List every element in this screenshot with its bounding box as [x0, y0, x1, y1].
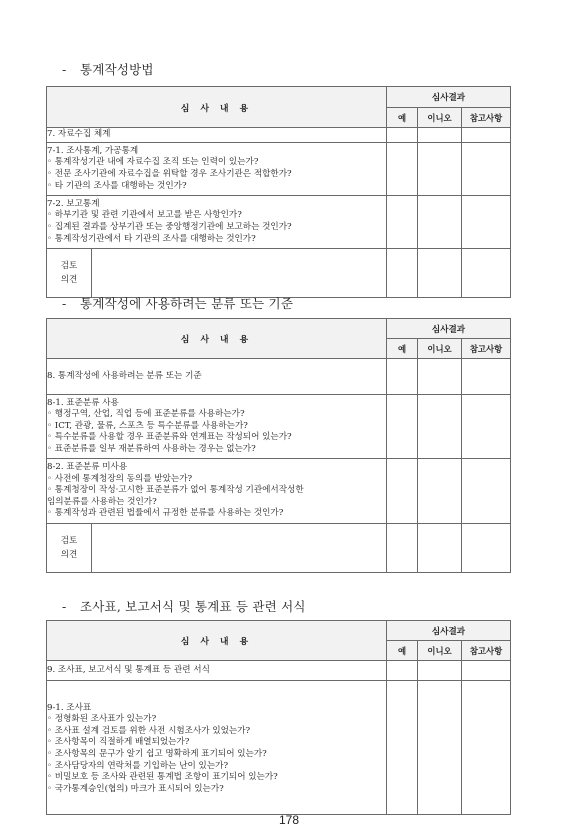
page-number: 178	[278, 813, 300, 827]
review-opinion-row	[47, 524, 511, 573]
review-table-1	[46, 86, 511, 298]
ref-cell[interactable]	[462, 359, 511, 395]
row-text: 9-1. 조사표	[47, 702, 92, 713]
review-opinion-field[interactable]	[92, 524, 386, 572]
ref-cell[interactable]	[462, 143, 511, 196]
header-content: 심 사 내 용	[47, 319, 387, 359]
no-cell[interactable]	[418, 196, 462, 249]
header-content: 심 사 내 용	[47, 621, 387, 661]
review-opinion-row	[47, 249, 511, 298]
section-title-text: 통계작성방법	[80, 62, 154, 77]
no-cell[interactable]	[418, 661, 462, 681]
row-text: 7-2. 보고통계	[47, 198, 100, 209]
dash-marker: -	[62, 62, 67, 77]
row-text: ◦ 정형화된 조사표가 있는가?	[47, 714, 157, 725]
row-text: ◦ 사전에 통계청장의 동의를 받았는가?	[47, 473, 193, 484]
ref-cell[interactable]	[462, 681, 511, 815]
section-title-text: 조사표, 보고서식 및 통계표 등 관련 서식	[80, 599, 306, 614]
header-result: 심사결과	[387, 319, 511, 339]
row-text: ◦ 국가통계승인(협의) 마크가 표시되어 있는가?	[47, 783, 224, 794]
header-yes: 예	[387, 339, 418, 359]
review-label: 검토 의견	[47, 249, 92, 297]
row-text: 8-1. 표준분류 사용	[47, 397, 119, 408]
ref-cell[interactable]	[462, 661, 511, 681]
section-title-2	[62, 294, 293, 312]
yes-cell[interactable]	[387, 128, 418, 143]
ref-cell[interactable]	[462, 249, 511, 298]
row-text: ◦ 전문 조사기관에 자료수집을 위탁할 경우 조사기관은 적합한가?	[47, 169, 292, 179]
review-table-2	[46, 318, 511, 573]
row-text: 7-1. 조사통계, 가공통계	[47, 145, 139, 156]
yes-cell[interactable]	[387, 359, 418, 395]
header-content: 심 사 내 용	[47, 87, 387, 128]
row-text: ◦ 조사담당자의 연락처를 기입하는 난이 있는가?	[47, 760, 229, 771]
table-row	[47, 143, 511, 196]
no-cell[interactable]	[418, 681, 462, 815]
table-row	[47, 459, 511, 524]
row-text: ◦ ICT, 관광, 물류, 스포츠 등 특수분류를 사용하는가?	[47, 420, 248, 431]
header-no: 이니오	[418, 339, 462, 359]
row-text: 9. 조사표, 보고서식 및 통계표 등 관련 서식	[47, 664, 210, 675]
no-cell[interactable]	[418, 359, 462, 395]
row-text: 임의분류를 사용하는 것인가?	[47, 496, 157, 507]
section-title-3	[62, 597, 306, 615]
section-title-1	[62, 60, 154, 78]
row-text: ◦ 비밀보호 등 조사와 관련된 통계법 조항이 표기되어 있는가?	[47, 772, 278, 783]
header-yes: 예	[387, 108, 418, 128]
row-text: ◦ 타 기관의 조사를 대행하는 것인가?	[47, 180, 187, 191]
row-text: ◦ 통계청장이 작성·고시한 표준분류가 없어 통계작성 기관에서작성한	[47, 485, 304, 496]
header-ref: 참고사항	[462, 339, 511, 359]
table-row	[47, 395, 511, 459]
row-text: ◦ 하부기관 및 관련 기관에서 보고를 받은 사항인가?	[47, 210, 242, 221]
row-text: ◦ 특수분류를 사용할 경우 표준분류와 연계표는 작성되어 있는가?	[47, 432, 292, 443]
table-row	[47, 359, 511, 395]
row-text: 8-2. 표준분류 미사용	[47, 462, 128, 473]
table-row	[47, 196, 511, 249]
review-label: 검토 의견	[47, 524, 92, 572]
yes-cell[interactable]	[387, 524, 418, 573]
header-ref: 참고사항	[462, 108, 511, 128]
yes-cell[interactable]	[387, 661, 418, 681]
header-no: 이니오	[418, 108, 462, 128]
row-text: ◦ 통계작성기관 내에 자료수집 조직 또는 인력이 있는가?	[47, 157, 259, 168]
no-cell[interactable]	[418, 395, 462, 459]
row-text: 7. 자료수집 체계	[47, 129, 111, 140]
dash-marker: -	[62, 599, 67, 614]
table-row	[47, 128, 511, 143]
yes-cell[interactable]	[387, 143, 418, 196]
ref-cell[interactable]	[462, 196, 511, 249]
row-text: ◦ 조사항목이 직절하게 배열되었는가?	[47, 737, 190, 748]
ref-cell[interactable]	[462, 395, 511, 459]
yes-cell[interactable]	[387, 196, 418, 249]
header-result: 심사결과	[387, 87, 511, 108]
row-text: ◦ 집계된 결과를 상부기관 또는 중앙행정기관에 보고하는 것인가?	[47, 222, 292, 232]
header-yes: 예	[387, 641, 418, 661]
ref-cell[interactable]	[462, 459, 511, 524]
section-title-text: 통계작성에 사용하려는 분류 또는 기준	[80, 296, 294, 311]
header-no: 이니오	[418, 641, 462, 661]
header-result: 심사결과	[387, 621, 511, 641]
row-text: ◦ 통계작성기관에서 타 기관의 조사를 대행하는 것인가?	[47, 233, 256, 244]
no-cell[interactable]	[418, 249, 462, 298]
row-text: ◦ 조사표 설계 검토를 위한 사전 시험조사가 있었는가?	[47, 725, 251, 736]
review-table-3	[46, 620, 511, 815]
ref-cell[interactable]	[462, 524, 511, 573]
row-text: ◦ 표준분류를 일부 재분류하여 사용하는 경우는 없는가?	[47, 443, 256, 454]
review-opinion-field[interactable]	[92, 249, 386, 297]
yes-cell[interactable]	[387, 249, 418, 298]
no-cell[interactable]	[418, 128, 462, 143]
table-row	[47, 661, 511, 681]
dash-marker: -	[62, 296, 67, 311]
yes-cell[interactable]	[387, 459, 418, 524]
yes-cell[interactable]	[387, 395, 418, 459]
no-cell[interactable]	[418, 143, 462, 196]
no-cell[interactable]	[418, 459, 462, 524]
header-ref: 참고사항	[462, 641, 511, 661]
table-row	[47, 681, 511, 815]
row-text: 8. 통계작성에 사용하려는 분류 또는 기준	[47, 370, 202, 381]
ref-cell[interactable]	[462, 128, 511, 143]
row-text: ◦ 통계작성과 관련된 법률에서 규정한 분류를 사용하는 것인가?	[47, 508, 284, 519]
yes-cell[interactable]	[387, 681, 418, 815]
row-text: ◦ 행정구역, 산업, 직업 등에 표준분류를 사용하는가?	[47, 409, 245, 420]
no-cell[interactable]	[418, 524, 462, 573]
row-text: ◦ 조사항목의 문구가 알기 쉽고 명확하게 표기되어 있는가?	[47, 749, 267, 759]
